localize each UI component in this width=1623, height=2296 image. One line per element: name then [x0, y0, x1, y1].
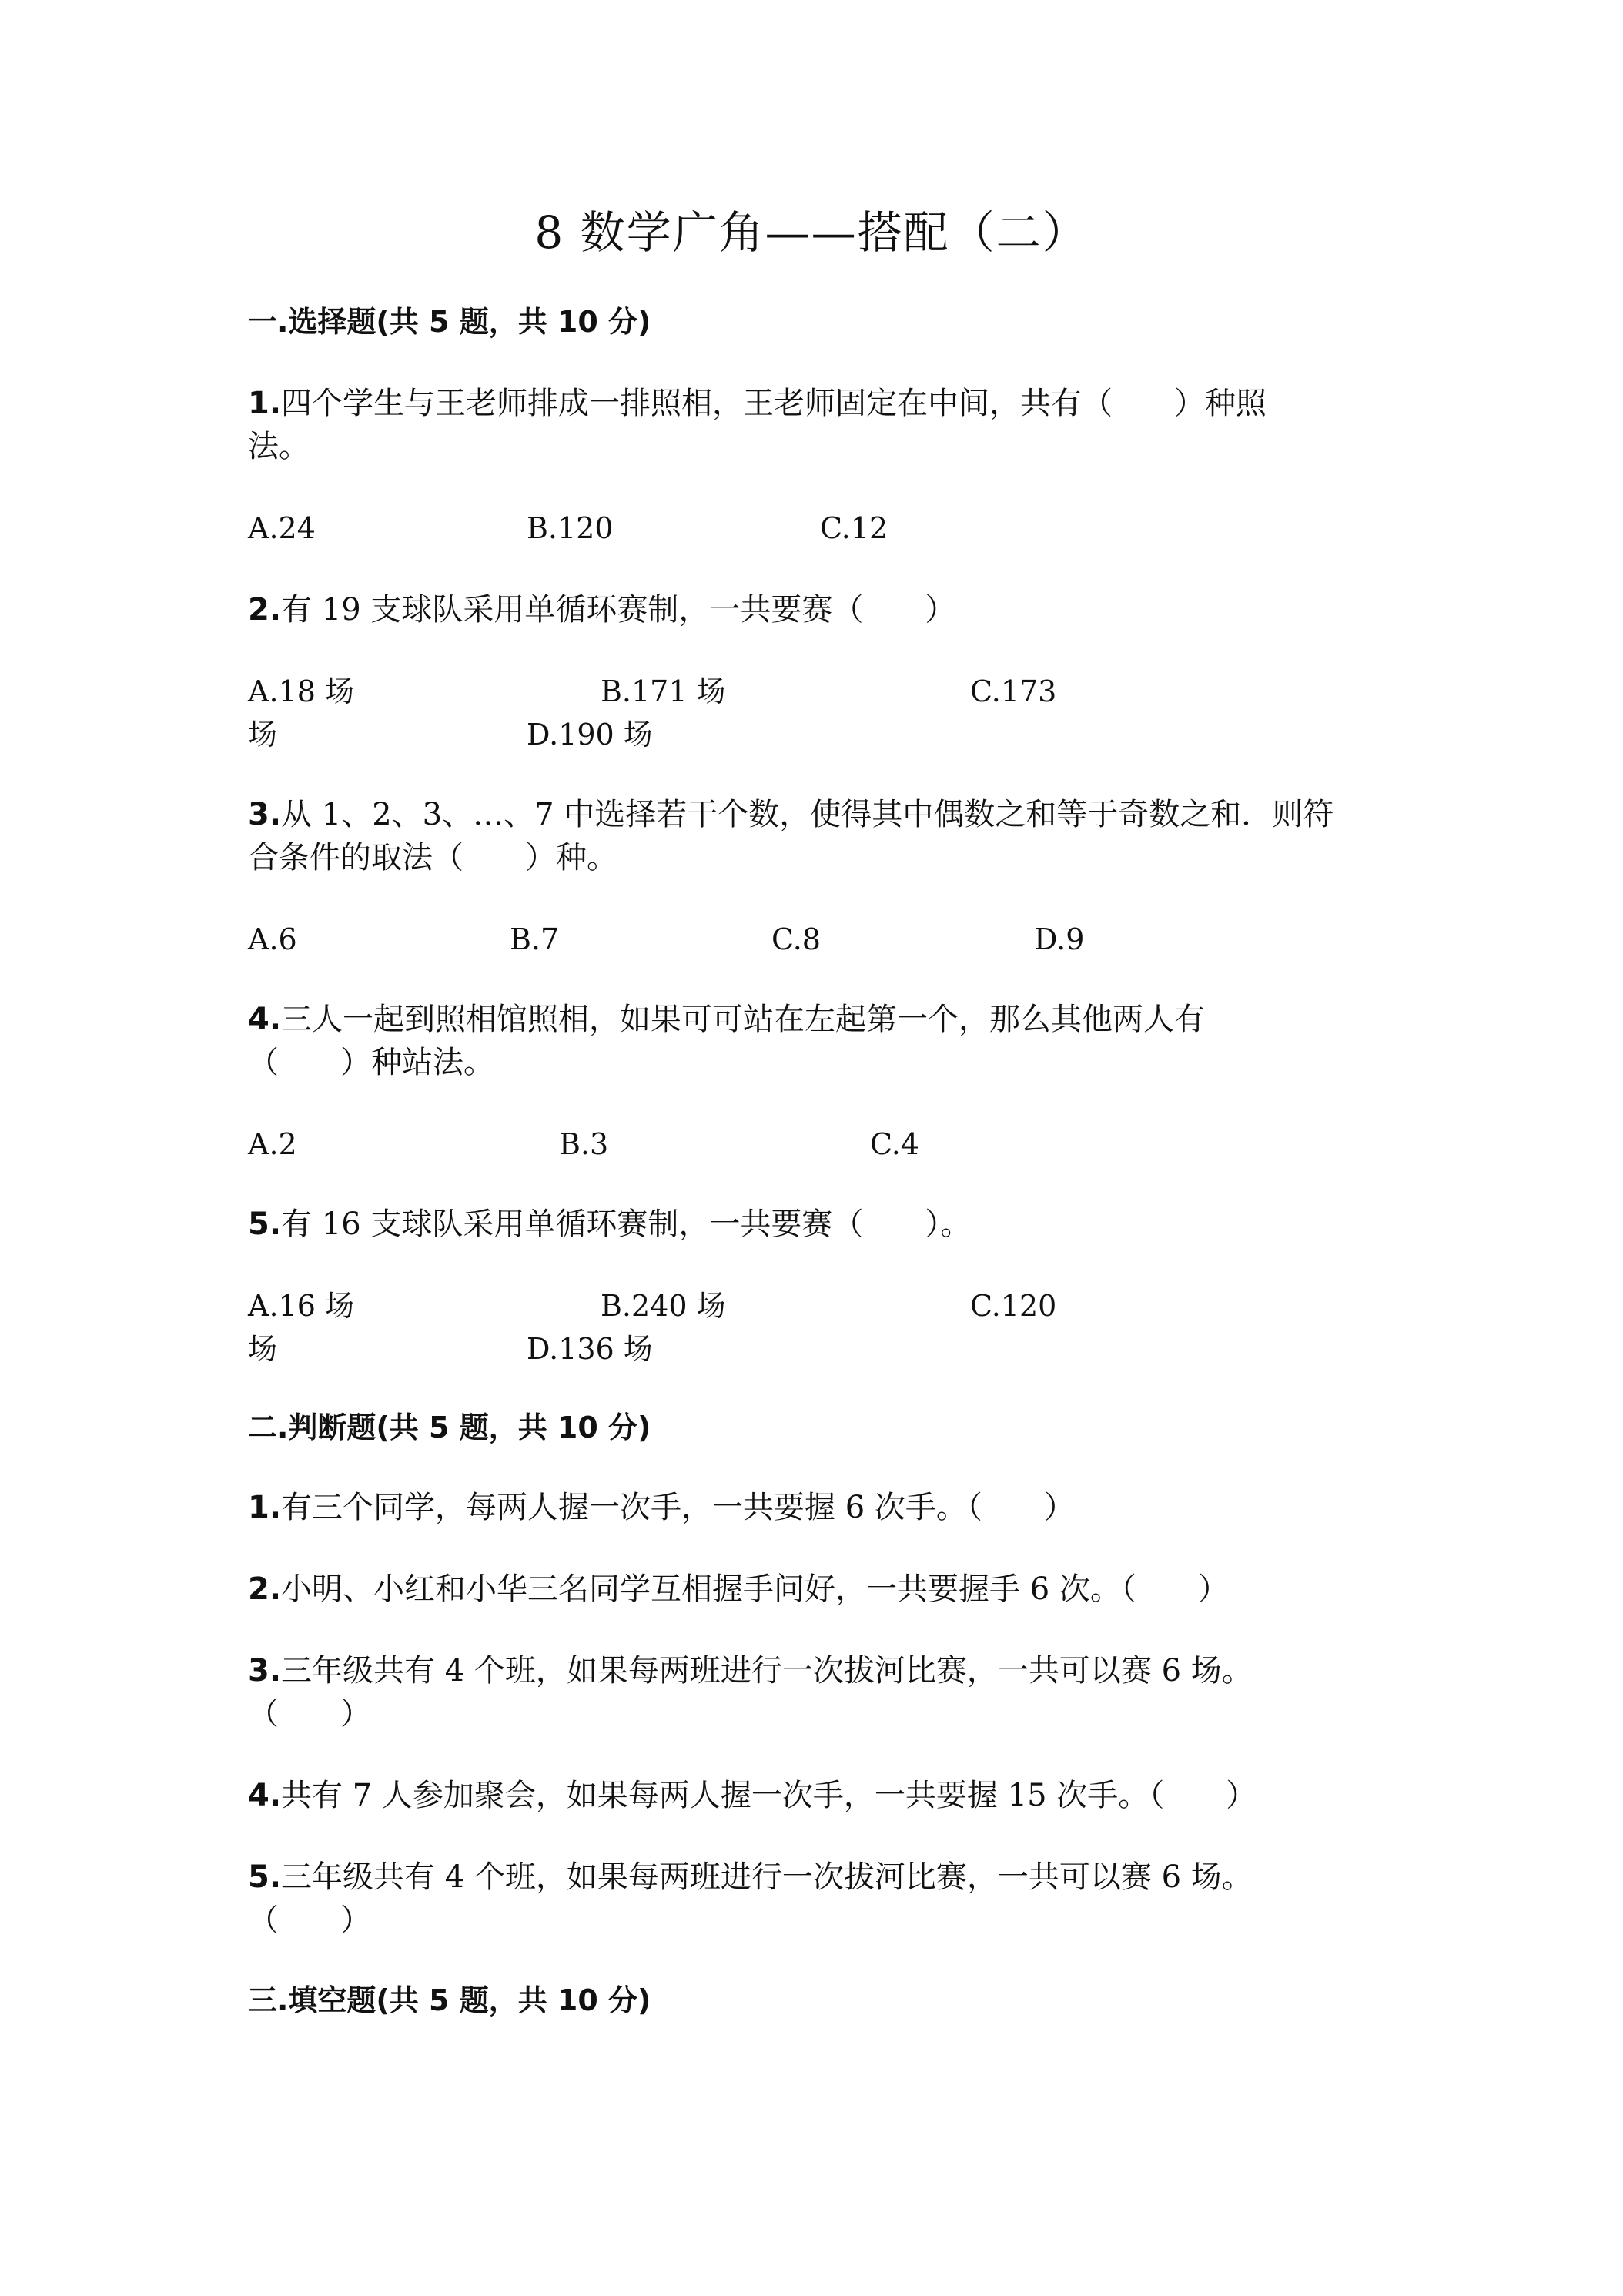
question-1-line-2: 法。 [248, 429, 310, 464]
question-number: 4. [248, 1002, 282, 1037]
question-number: 4. [248, 1778, 282, 1813]
option-a[interactable]: A.6 [248, 922, 297, 956]
question-text: 有三个同学，每两人握一次手，一共要握 6 次手。（ ） [281, 1490, 1075, 1525]
option-d[interactable]: D.9 [1034, 922, 1085, 956]
question-number: 3. [248, 1653, 282, 1689]
question-text: 三年级共有 4 个班，如果每两班进行一次拔河比赛，一共可以赛 6 场。 [281, 1859, 1253, 1895]
section-heading-judge: 二.判断题(共 5 题，共 10 分) [248, 1411, 651, 1444]
question-text: 三年级共有 4 个班，如果每两班进行一次拔河比赛，一共可以赛 6 场。 [281, 1653, 1253, 1689]
option-b[interactable]: B.3 [559, 1127, 609, 1161]
option-c-wrap[interactable]: 场 [248, 718, 278, 751]
question-text: 共有 7 人参加聚会，如果每两人握一次手，一共要握 15 次手。（ ） [281, 1778, 1257, 1813]
question-number: 2. [248, 592, 282, 628]
option-b[interactable]: B.7 [510, 922, 560, 956]
judge-question-3-line-1 [248, 1649, 1253, 1692]
question-text: 有 16 支球队采用单循环赛制，一共要赛（ ）。 [281, 1207, 972, 1242]
option-c[interactable]: C.8 [771, 922, 821, 956]
option-b[interactable]: B.240 场 [601, 1289, 726, 1323]
judge-question-1 [248, 1486, 1075, 1529]
option-c-wrap[interactable]: 场 [248, 1332, 278, 1366]
page-title: 8 数学广角——搭配（二） [534, 206, 1089, 259]
question-text: 四个学生与王老师排成一排照相，王老师固定在中间，共有（ ）种照 [281, 386, 1267, 421]
option-c[interactable]: C.4 [870, 1127, 919, 1161]
option-b[interactable]: B.171 场 [601, 674, 726, 708]
option-a[interactable]: A.24 [248, 511, 316, 545]
question-1-line-1 [248, 382, 1267, 425]
question-number: 1. [248, 1490, 282, 1525]
question-2-line-1 [248, 588, 955, 631]
judge-question-3-line-2: （ ） [248, 1696, 371, 1732]
question-5-line-1 [248, 1203, 971, 1246]
judge-question-2 [248, 1568, 1229, 1611]
option-a[interactable]: A.18 场 [248, 674, 354, 708]
option-c[interactable]: C.173 [970, 674, 1057, 708]
question-text: 有 19 支球队采用单循环赛制，一共要赛（ ） [281, 592, 956, 628]
option-d[interactable]: D.190 场 [527, 718, 653, 751]
question-3-line-2: 合条件的取法（ ）种。 [248, 840, 617, 875]
option-a[interactable]: A.2 [248, 1127, 297, 1161]
option-a[interactable]: A.16 场 [248, 1289, 354, 1323]
question-number: 5. [248, 1207, 282, 1242]
section-heading-choice: 一.选择题(共 5 题，共 10 分) [248, 305, 651, 339]
question-text: 从 1、2、3、…、7 中选择若干个数，使得其中偶数之和等于奇数之和．则符 [281, 797, 1334, 832]
option-c[interactable]: C.120 [970, 1289, 1057, 1323]
question-3-line-1 [248, 793, 1334, 836]
section-heading-fill: 三.填空题(共 5 题，共 10 分) [248, 1983, 651, 2017]
question-text: 三人一起到照相馆照相，如果可可站在左起第一个，那么其他两人有 [281, 1002, 1206, 1037]
question-text: 小明、小红和小华三名同学互相握手问好，一共要握手 6 次。（ ） [281, 1571, 1229, 1607]
judge-question-4 [248, 1774, 1257, 1817]
question-4-line-2: （ ）种站法。 [248, 1045, 494, 1080]
question-number: 1. [248, 386, 282, 421]
option-d[interactable]: D.136 场 [527, 1332, 653, 1366]
judge-question-5-line-2: （ ） [248, 1903, 371, 1938]
judge-question-5-line-1 [248, 1856, 1253, 1899]
question-number: 2. [248, 1571, 282, 1607]
option-c[interactable]: C.12 [820, 511, 888, 545]
option-b[interactable]: B.120 [527, 511, 614, 545]
question-4-line-1 [248, 998, 1205, 1041]
question-number: 5. [248, 1859, 282, 1895]
question-number: 3. [248, 797, 282, 832]
